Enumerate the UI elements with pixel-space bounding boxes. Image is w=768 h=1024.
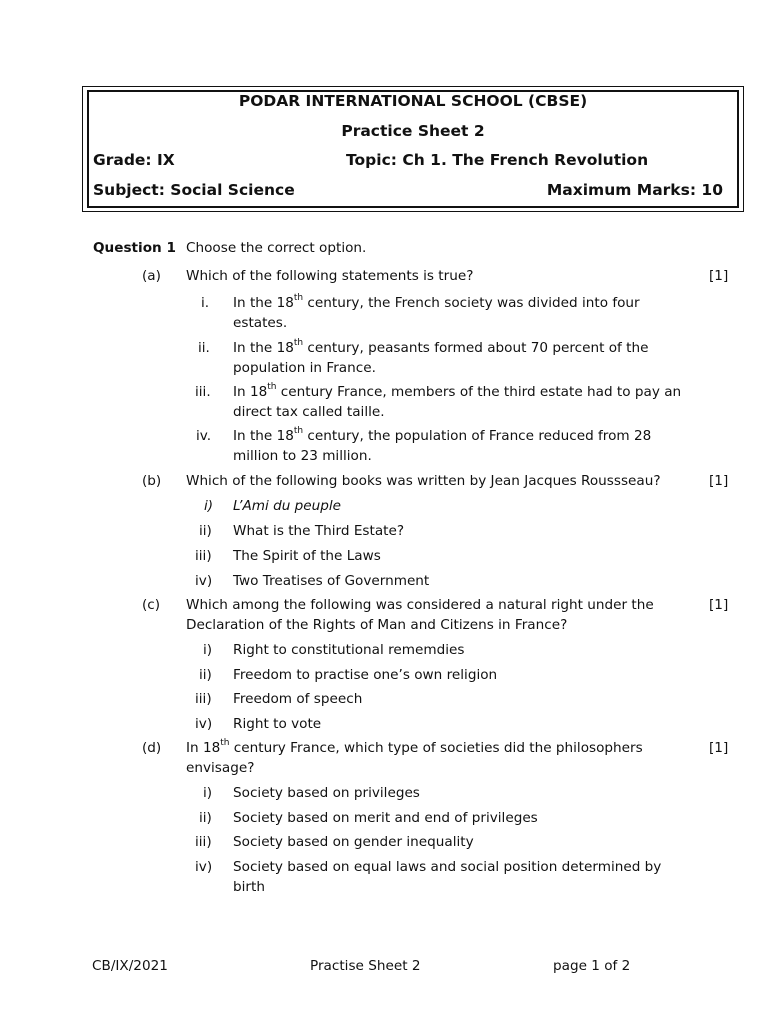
grade-label: Grade: IX [93,151,175,169]
footer-title: Practise Sheet 2 [310,958,421,974]
part-d-option-num: iii) [195,834,212,850]
part-a-option-num: iv. [196,428,212,444]
part-a-text: Which of the following statements is true? [186,268,474,284]
part-a-option-cont: population in France. [233,360,376,376]
part-d-marks: [1] [709,740,729,756]
part-d-option-text: Society based on merit and end of privileges [233,810,538,826]
part-c-option-text: Right to vote [233,716,322,732]
part-b-option-text: L’Ami du peuple [233,498,342,514]
part-b-marks: [1] [709,473,729,489]
part-d-option-num: ii) [199,810,212,826]
part-c-option-num: iii) [195,691,212,707]
subject-label: Subject: Social Science [93,181,295,199]
part-d-text: In 18th century France, which type of societies did the philosophers [186,738,643,756]
part-a-option-text: In the 18th century, the French society was divided into four [233,293,640,311]
part-b-option-num: ii) [199,523,212,539]
part-a-option-cont: estates. [233,315,288,331]
part-a-option-num: i. [201,295,210,311]
question-instruction: Choose the correct option. [186,240,367,256]
footer-page-number: page 1 of 2 [553,958,631,974]
part-b-letter: (b) [142,473,162,489]
max-marks-label: Maximum Marks: 10 [546,181,723,199]
header-box [82,86,744,212]
part-b-text: Which of the following books was written by Jean Jacques Roussseau? [186,473,661,489]
part-c-text: Which among the following was considered a natural right under the [186,597,654,613]
part-a-option-text: In the 18th century, peasants formed about 70 percent of the [233,338,649,356]
part-a-option-cont: direct tax called taille. [233,404,385,420]
part-d-option-cont: birth [233,879,265,895]
topic-label: Topic: Ch 1. The French Revolution [346,151,649,169]
part-d-option-text: Society based on equal laws and social position determined by [233,859,662,875]
part-b-option-text: The Spirit of the Laws [233,548,381,564]
part-c-option-text: Freedom to practise one’s own religion [233,667,498,683]
part-c-option-text: Right to constitutional rememdies [233,642,465,658]
question-number: Question 1 [93,240,176,256]
part-c-option-num: ii) [199,667,212,683]
part-b-option-num: iv) [195,573,213,589]
part-d-text-cont: envisage? [186,760,255,776]
part-a-option-num: ii. [198,340,210,356]
part-c-option-text: Freedom of speech [233,691,363,707]
part-b-option-text: Two Treatises of Government [233,573,430,589]
part-c-option-num: i) [203,642,213,658]
part-b-option-num: i) [204,498,214,514]
sheet-title: Practice Sheet 2 [341,122,485,140]
part-d-option-text: Society based on privileges [233,785,420,801]
part-c-option-num: iv) [195,716,213,732]
part-a-option-num: iii. [195,384,211,400]
part-a-option-text: In the 18th century, the population of France reduced from 28 [233,426,652,444]
part-a-option-cont: million to 23 million. [233,448,372,464]
part-d-option-num: iv) [195,859,213,875]
part-c-text-cont: Declaration of the Rights of Man and Citizens in France? [186,617,568,633]
part-a-letter: (a) [142,268,161,284]
part-c-marks: [1] [709,597,729,613]
part-b-option-num: iii) [195,548,212,564]
part-c-letter: (c) [142,597,161,613]
school-name: PODAR INTERNATIONAL SCHOOL (CBSE) [238,92,588,110]
part-d-option-num: i) [203,785,213,801]
part-d-option-text: Society based on gender inequality [233,834,474,850]
footer-code: CB/IX/2021 [92,958,168,974]
part-b-option-text: What is the Third Estate? [233,523,405,539]
part-a-option-text: In 18th century France, members of the third estate had to pay an [233,382,682,400]
part-a-marks: [1] [709,268,729,284]
part-d-letter: (d) [142,740,162,756]
